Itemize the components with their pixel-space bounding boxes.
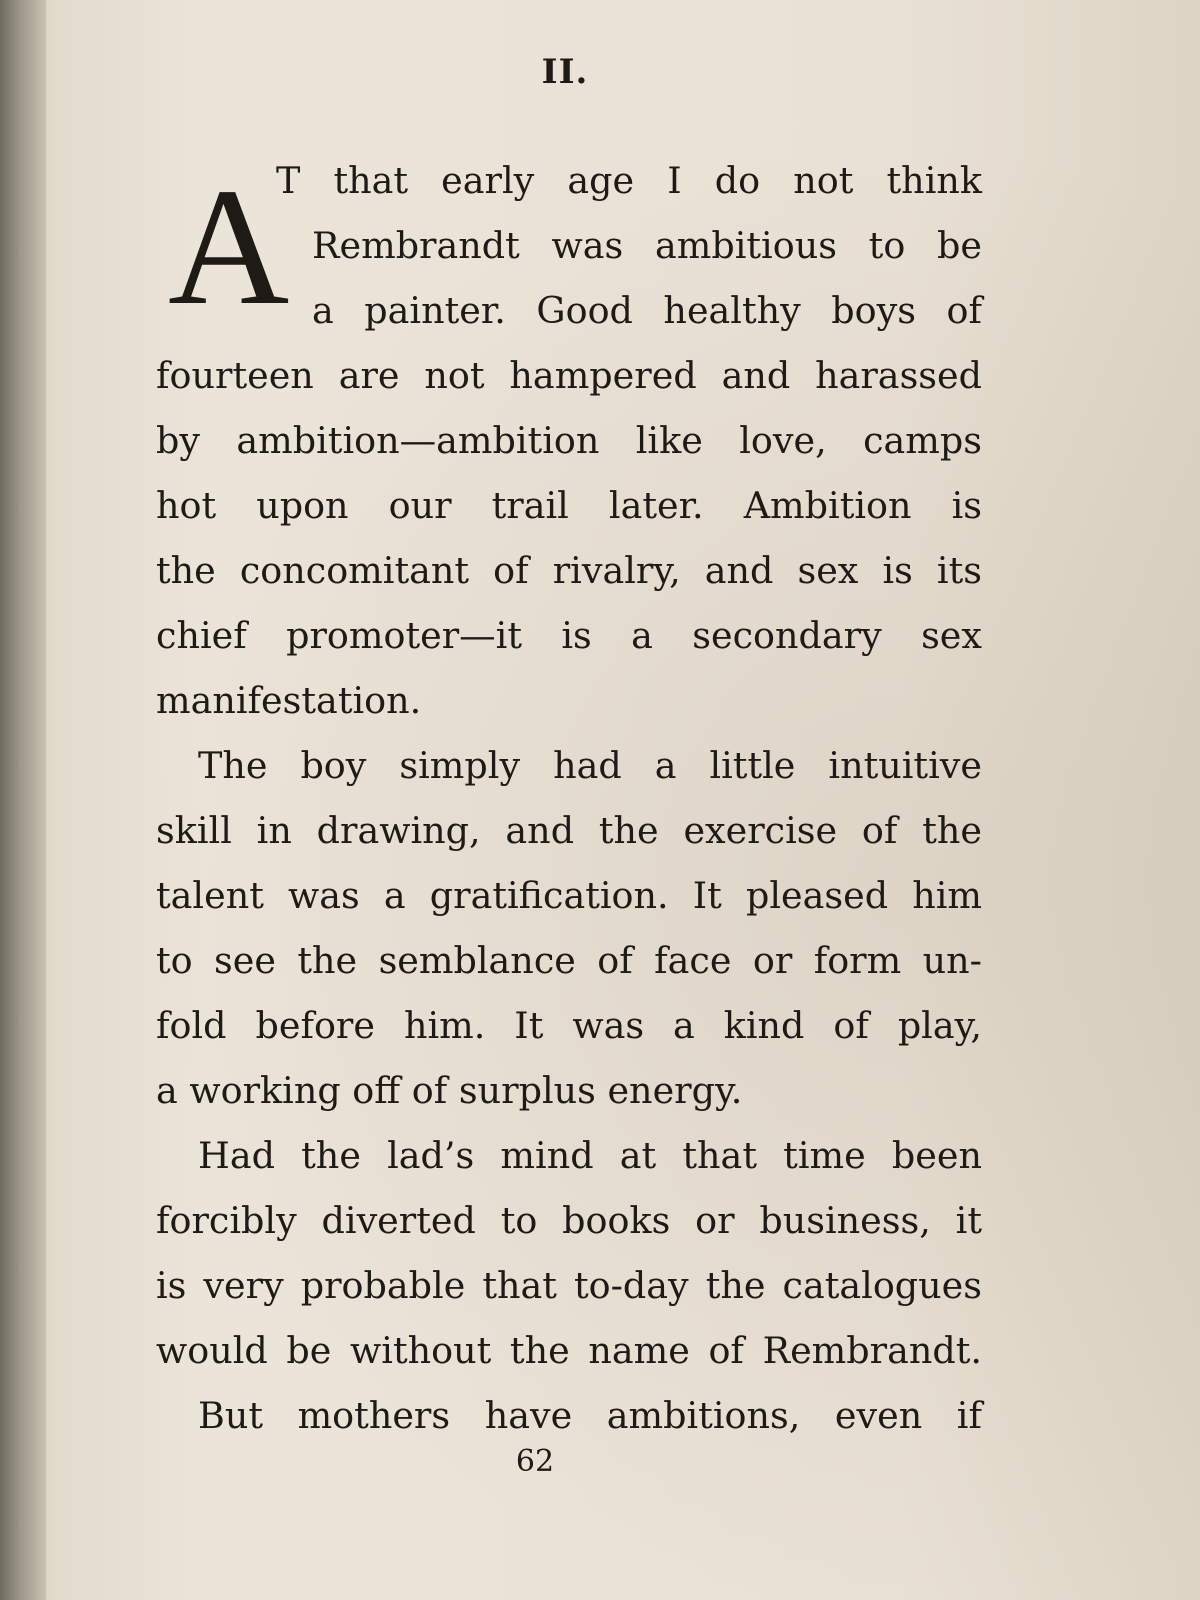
body-text [156,148,982,1448]
text-line: fold before him. It was a kind of play, [156,1004,982,1047]
text-line: The boy simply had a little intuitive [198,744,982,787]
text-line: talent was a gratification. It pleased him [156,874,982,917]
text-line: T that early age I do not think [276,159,982,202]
text-line: a working off of surplus energy. [156,1069,743,1112]
text-line: Rembrandt was ambitious to be [312,224,982,267]
text-line: a painter. Good healthy boys of [312,289,982,332]
paragraph [156,1383,982,1448]
text-line: fourteen are not hampered and harassed [156,354,982,397]
text-line: the concomitant of rivalry, and sex is its [156,549,982,592]
text-line: chief promoter—it is a secondary sex [156,614,982,657]
drop-cap: A [168,154,290,340]
text-line: would be without the name of Rembrandt. [156,1329,982,1372]
text-line: forcibly diverted to books or business, it [156,1199,982,1242]
chapter-number: II. [541,52,589,92]
book-gutter [0,0,46,1600]
text-line: hot upon our trail later. Ambition is [156,484,982,527]
text-line: manifestation. [156,679,422,722]
text-line: by ambition—ambition like love, camps [156,419,982,462]
paragraph [156,733,982,1123]
text-line: is very probable that to-day the catalogues [156,1264,982,1307]
text-line: But mothers have ambitions, even if [198,1394,982,1437]
text-line: to see the semblance of face or form un- [156,939,982,982]
paragraph [156,1123,982,1383]
text-line: Had the lad’s mind at that time been [198,1134,982,1177]
page-number: 62 [515,1444,555,1479]
text-line: skill in drawing, and the exercise of the [156,809,982,852]
